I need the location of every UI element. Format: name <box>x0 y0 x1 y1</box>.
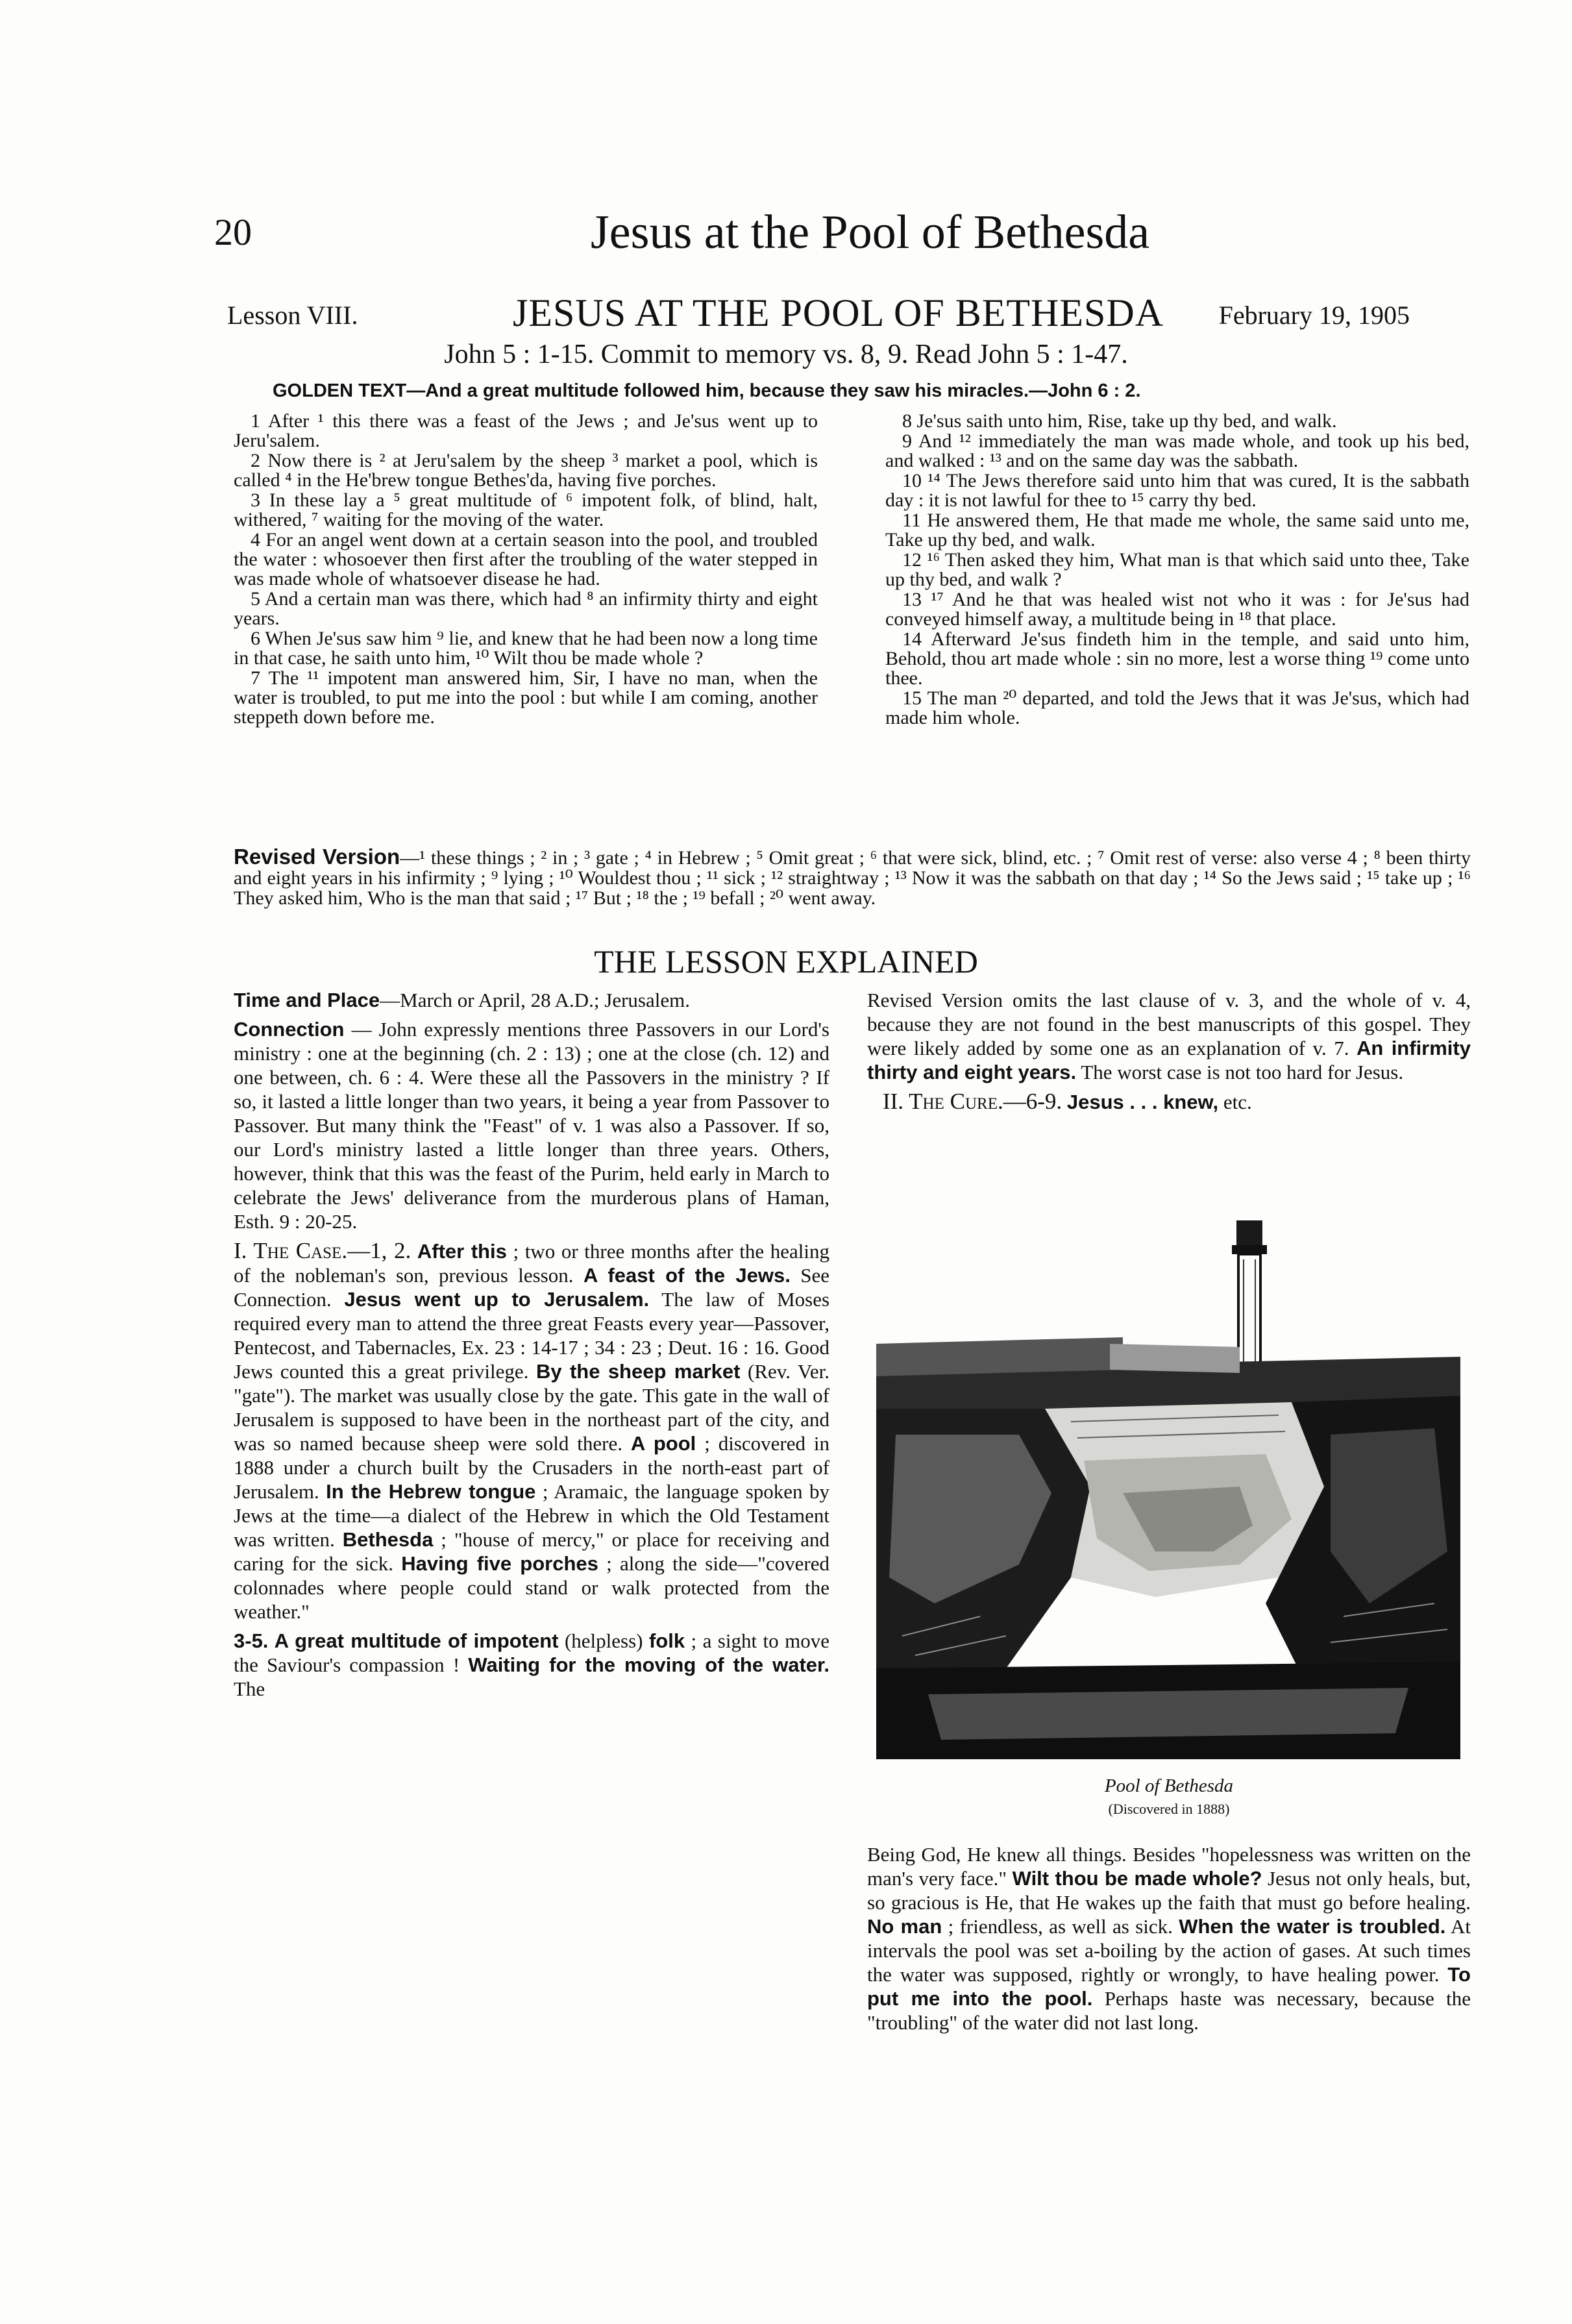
verse: 8 Je'sus saith unto him, Rise, take up thy bed, and walk. <box>902 410 1337 432</box>
pool-engraving-image <box>876 1214 1460 1759</box>
verses-left-column <box>234 412 818 728</box>
verses-right-column <box>885 412 1469 728</box>
explanation-right-column-top <box>867 988 1471 1119</box>
verse: 11 He answered them, He that made me whole, the same said unto me, Take up thy bed, and walk. <box>885 510 1469 550</box>
verse: 9 And ¹² immediately the man was made whole, and took up his bed, and walked : ¹³ and on the same day was the sabbath. <box>885 430 1469 471</box>
verse: 2 Now there is ² at Jeru'salem by the sheep ³ market a pool, which is called ⁴ in the He'brew tongue Bethes'da, having five porches. <box>234 450 818 491</box>
page-number: 20 <box>214 211 252 253</box>
running-title: Jesus at the Pool of Bethesda <box>591 206 1150 259</box>
infirmity-paragraph: Revised Version omits the last clause of v. 3, and the whole of v. 4, because they are not found in the best manuscripts of this gospel. They were likely added by some one as an explanation of v. 7. An infirmity thirty and eight years. The worst case is not too hard for Jesus. <box>867 989 1471 1083</box>
scripture-verses <box>234 412 1471 834</box>
explanation-left-column <box>234 988 829 1706</box>
lesson-heading <box>227 291 1410 336</box>
verse: 10 ¹⁴ The Jews therefore said unto him that was cured, It is the sabbath day : it is not lawful for thee to ¹⁵ carry thy bed. <box>885 470 1469 511</box>
lesson-title: JESUS AT THE POOL OF BETHESDA <box>513 291 1164 334</box>
verse: 14 Afterward Je'sus findeth him in the temple, and said unto him, Behold, thou art made whole : sin no more, lest a worse thing ¹⁹ come unto thee. <box>885 628 1469 689</box>
lesson-date: February 19, 1905 <box>1218 301 1410 330</box>
image-subcaption: (Discovered in 1888) <box>1108 1801 1230 1817</box>
verse: 13 ¹⁷ And he that was healed wist not who it was : for Je'sus had conveyed himself away, a multitude being in ¹⁸ that place. <box>885 589 1469 630</box>
cure-heading: II. The Cure.—6-9. Jesus . . . knew, etc. <box>883 1089 1252 1114</box>
verse: 5 And a certain man was there, which had ⁸ an infirmity thirty and eight years. <box>234 588 818 629</box>
verses-3-5-paragraph: 3-5. A great multitude of impotent (helpless) folk ; a sight to move the Saviour's compassion ! Waiting for the moving of the water. The <box>234 1629 830 1700</box>
revised-version-text: —¹ these things ; ² in ; ³ gate ; ⁴ in Hebrew ; ⁵ Omit great ; ⁶ that were sick, blind, etc. ; ⁷ Omit rest of verse: also verse 4 ; ⁸ been thirty and eight years in his infirmity ; ⁹ lying ; ¹⁰ Wouldest thou ; ¹¹ sick ; ¹² straightway ; ¹³ Now it was the sabbath on that day ; ¹⁴ So the Jews said ; ¹⁵ take up ; ¹⁶ They asked him, Who is the man that said ; ¹⁷ But ; ¹⁸ the ; ¹⁹ befall ; ²⁰ went away. <box>234 847 1471 909</box>
verse: 15 The man ²⁰ departed, and told the Jews that it was Je'sus, which had made him whole. <box>885 687 1469 728</box>
revised-version-notes <box>234 847 1471 908</box>
verse: 1 After ¹ this there was a feast of the Jews ; and Je'sus went up to Jeru'salem. <box>234 410 818 451</box>
image-caption: Pool of Bethesda <box>1104 1775 1234 1796</box>
verse: 6 When Je'sus saw him ⁹ lie, and knew that he had been now a long time in that case, he saith unto him, ¹⁰ Wilt thou be made whole ? <box>234 628 818 669</box>
time-and-place: Time and Place—March or April, 28 A.D.; Jerusalem. <box>234 989 690 1011</box>
golden-text: GOLDEN TEXT—And a great multitude followed him, because they saw his miracles.—John 6 : 2. <box>273 380 1141 401</box>
explanation-right-column-bottom <box>867 1842 1471 2040</box>
revised-version-label: Revised Version <box>234 845 400 869</box>
verse: 12 ¹⁶ Then asked they him, What man is that which said unto thee, Take up thy bed, and walk ? <box>885 549 1469 590</box>
lesson-number: Lesson VIII. <box>227 301 358 330</box>
pool-of-bethesda-illustration <box>876 1214 1460 1759</box>
running-head <box>214 205 1410 264</box>
scripture-references: John 5 : 1-15. Commit to memory vs. 8, 9. Read John 5 : 1-47. <box>444 340 1128 369</box>
verse: 4 For an angel went down at a certain season into the pool, and troubled the water : whosoever then first after the troubling of the water stepped in was made whole of whatsoever disease he had. <box>234 529 818 589</box>
verse: 7 The ¹¹ impotent man answered him, Sir, I have no man, when the water is troubled, to put me into the pool : but while I am coming, another steppeth down before me. <box>234 667 818 728</box>
case-paragraph: I. The Case.—1, 2. After this ; two or three months after the healing of the nobleman's son, previous lesson. A feast of the Jews. See Connection. Jesus went up to Jerusalem. The law of Moses required every man to attend the three great Feasts every year—Passover, Pentecost, and Tabernacles, Ex. 23 : 14-17 ; 34 : 23 ; Deut. 16 : 16. Good Jews counted this a great privilege. By the sheep market (Rev. Ver. "gate"). The market was usually close by the gate. This gate in the wall of Jerusalem is supposed to have been in the northeast part of the city, and was so named because sheep were sold there. A pool ; discovered in 1888 under a church built by the Crusaders in the north-east part of Jerusalem. In the Hebrew tongue ; Aramaic, the language spoken by Jews at the time—a dialect of the Hebrew in which the Old Testament was written. Bethesda ; "house of mercy," or place for receiving and caring for the sick. Having five porches ; along the side—"covered colonnades where people could stand or walk protected from the weather." <box>234 1238 830 1623</box>
section-heading: THE LESSON EXPLAINED <box>594 943 978 980</box>
connection-paragraph: Connection — John expressly mentions three Passovers in our Lord's ministry : one at the beginning (ch. 2 : 13) ; one at the close (ch. 12) and one between, ch. 6 : 4. Were these all the Passovers in the ministry ? If so, it lasted a little longer than two years, it being a year from Passover to Passover. But many think the "Feast" of v. 1 was also a Passover. If so, our Lord's ministry lasted a little longer than three years. Others, however, think that this was the feast of the Purim, held early in March to celebrate the Jews' deliverance from the murderous plans of Haman, Esth. 9 : 20-25. <box>234 1018 829 1233</box>
cure-paragraph: Being God, He knew all things. Besides "hopelessness was written on the man's very face." Wilt thou be made whole? Jesus not only heals, but, so gracious is He, that He wakes up the faith that must go before healing. No man ; friendless, as well as sick. When the water is troubled. At intervals the pool was set a-boiling by the action of gases. At such times the water was supposed, rightly or wrongly, to have healing power. To put me into the pool. Perhaps haste was necessary, because the "troubling" of the water did not last long. <box>867 1843 1471 2034</box>
verse: 3 In these lay a ⁵ great multitude of ⁶ impotent folk, of blind, halt, withered, ⁷ waiting for the moving of the water. <box>234 489 818 530</box>
